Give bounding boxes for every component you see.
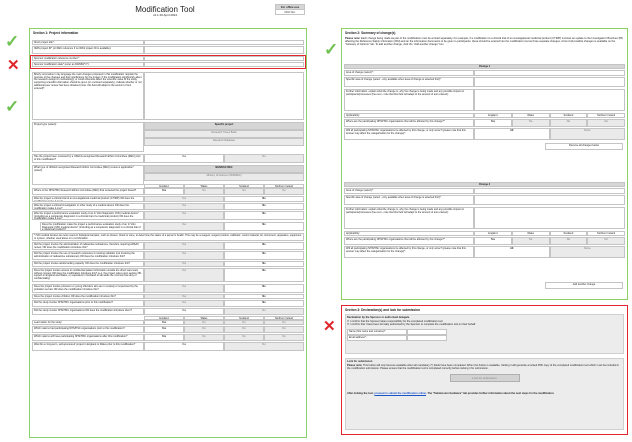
q-ivd-yes[interactable]: Yes	[144, 211, 224, 220]
nation-header2-1: Wales	[184, 316, 224, 320]
change-2-where	[344, 237, 625, 245]
cross-icon: ✕	[323, 318, 336, 335]
q-nhs-orgs-label: Did the study involve NHS/HSC organisations prior to this modification?	[32, 300, 144, 307]
declaration-1-text: I confirm that the Sponsor takes responsibility for the completed modification tool	[350, 320, 443, 324]
q-identifiable-no[interactable]: No	[224, 268, 304, 282]
change-2-where-2[interactable]: No	[550, 237, 588, 245]
change-2-further-label: Further information: explain what the change is, why the change is being made and any possible impact on participants/processes (free text - note that this field will adapt to the amount of text entered):	[344, 207, 474, 229]
section-declaration	[341, 305, 628, 435]
nation-header2-0: England	[144, 316, 184, 320]
q-nhs-new-no[interactable]: No	[224, 308, 304, 315]
ukeca-nhs-rec[interactable]: NHS/HSC REC	[144, 165, 304, 173]
change-1-further	[344, 89, 625, 111]
declaration-2-text: I confirm that I have been formally authorised by the Sponsor to complete the modification tool on their behalf	[350, 323, 476, 327]
q-exposures-no[interactable]: No	[224, 251, 304, 260]
lead-nation-nation-2[interactable]: No	[224, 188, 264, 195]
q-ctimp-no[interactable]: No	[224, 196, 304, 202]
q-nhs-orgs-yes[interactable]: Yes	[144, 300, 224, 307]
q-capacity-no[interactable]: No	[224, 261, 304, 267]
page-title: Modification Tool	[135, 5, 195, 14]
q-prisoners	[32, 284, 304, 293]
change-1-where-2[interactable]: No	[550, 119, 588, 127]
lock-note-text: This button will only become available when all mandatory (*) fields have been completed. When the button is available, clicking it will generate a locked PDF copy of the completed modification tool which must be included in the modification submission. Please ensure that the modification tool is completed correctly before locking it for submission.	[347, 364, 620, 371]
change-1-affected-some[interactable]: Some	[550, 128, 626, 140]
declaration-box	[345, 314, 624, 354]
q-prisoners-label: Does the project involve prisoners or young offenders who are in custody or supervised by the probation service OR does the modification introduce this?	[32, 284, 144, 293]
change-1-nation-2: Scotland	[550, 113, 588, 118]
change-1-where-0[interactable]: Yes	[474, 119, 512, 127]
q-radiation-yes[interactable]: Yes	[144, 242, 224, 250]
nation-header2-2: Scotland	[224, 316, 264, 320]
project-type-specific[interactable]: Specific project	[144, 122, 304, 130]
q-nations-before-nation-1[interactable]: No	[184, 326, 224, 333]
change-1-nation-0: England	[474, 113, 512, 118]
add-another-change-button[interactable]: Add another change	[545, 282, 623, 289]
change-1-specific-label: Specific area of change (select - only available when area of change is selected first)*:	[344, 77, 474, 87]
intro-text: Each change being made as part of the modification must be a listed separately. For example, if a modification to a clinical trial of an investigational medicinal product (CTIMP) involves an update to the Investigator's Brochure (IB) affecting the Reference Safety Information (RSI) and an the information documents to be given to participants, these should be entered into the modification tool as three separate changes. A list of all possible changes is available on the "Glossary of Options" tab. To add another change, click the "Add another change" box.	[345, 37, 623, 47]
title-block	[90, 5, 240, 18]
change-1-specific-select[interactable]	[474, 77, 625, 87]
ukeca-modrec[interactable]: Ministry of Defence (MODREC)	[144, 173, 304, 181]
change-1-nation-1: Wales	[512, 113, 550, 118]
change-1-specific	[344, 77, 625, 87]
q-nations-before-nation-0[interactable]: Yes	[144, 326, 184, 333]
change-2-heading: Change 2	[344, 182, 625, 187]
q-ivd-sub	[40, 222, 304, 231]
q-radiation-label: Did the project involve the administration of radioactive substances, therefore requiring ARSAC review, OR does the modification introduce this?	[32, 242, 144, 250]
q-ivd-sub-label: Does the modification make the project a performance evaluation study of an In Vitro Diagnostic (IVD) medical device* (including as a companion diagnostic in a clinical trial of a medicinal product)?	[40, 222, 144, 231]
q-ctimp-label: Was the project a clinical trial of an investigational medicinal product (CTIMP) OR does the modification make it one?	[32, 196, 144, 202]
reviewed-by-rec	[32, 154, 304, 163]
change-2-affected-all[interactable]: All	[474, 246, 550, 258]
q-ctimp-yes[interactable]: Yes	[144, 196, 224, 202]
ukeca-type	[32, 165, 304, 185]
email-input[interactable]	[407, 335, 447, 341]
change-1-applicability-label: Applicability:	[344, 113, 474, 118]
q-prisoners-yes[interactable]: Yes	[144, 284, 224, 293]
q-ivd-sub-yes[interactable]: Yes	[144, 222, 224, 231]
lead-nation-nation-3[interactable]: No	[264, 188, 304, 195]
lead-nation-nation-1[interactable]: No	[184, 188, 224, 195]
nation-header-1: Wales	[184, 184, 224, 188]
q-capacity-yes[interactable]: Yes	[144, 261, 224, 267]
change-2-affected-label: Will all participating NHS/HSC organisations be affected by this change, or only some? (please note that this answer may affect the categorisation for the change)*:	[344, 246, 474, 258]
q-radiation	[32, 242, 304, 250]
declaration-title: Declaration by the Sponsor or authorised delegate	[347, 316, 410, 319]
q-nhs-new	[32, 308, 304, 315]
change-2-area-label: Area of change (select)*:	[344, 188, 474, 194]
section-1-title: Section 1: Project information	[33, 31, 79, 35]
sponsor-fields-highlight	[30, 55, 306, 69]
q-device-no[interactable]: No	[224, 203, 304, 210]
q-ivd-label: Was the project a performance evaluation study of an In Vitro Diagnostic (IVD) medical device* (including as a companion diagnostic in a clinical trial of a medicinal product) OR does the modification make it one?	[32, 211, 144, 220]
section-2-intro	[345, 37, 624, 46]
remove-changes-button[interactable]: Remove all changes below	[545, 143, 623, 150]
q-ivd-no[interactable]: No	[224, 211, 304, 220]
change-2-where-3[interactable]: No	[587, 237, 625, 245]
iras-id-input[interactable]	[144, 46, 304, 54]
iras-id	[32, 46, 304, 54]
project-type	[32, 122, 304, 152]
lead-nation-2-nation-1[interactable]: No	[184, 320, 224, 325]
add-row	[545, 282, 623, 289]
change-1-area-select[interactable]	[474, 70, 625, 76]
q-radiation-no[interactable]: No	[224, 242, 304, 250]
declaration-item-1[interactable]: ☐ I confirm that the Sponsor takes responsibility for the completed modification tool	[347, 320, 443, 324]
summary-input[interactable]	[144, 72, 304, 120]
nation-header-2: Scotland	[224, 184, 264, 188]
change-1-heading: Change 1	[344, 64, 625, 69]
short-title	[32, 40, 304, 45]
q-capacity	[32, 261, 304, 267]
change-1-area-label: Area of change (select)*:	[344, 70, 474, 76]
q-ivd	[32, 211, 304, 220]
q-nations-after-nation-3[interactable]: No	[264, 334, 304, 341]
lead-nation-label: Where is the NHS/HSC Research Ethics Committee (REC) that reviewed the project based?	[32, 188, 144, 195]
q-long-term	[32, 342, 304, 351]
q-nations-after-nation-1[interactable]: No	[184, 334, 224, 341]
change-2-applicability-label: Applicability:	[344, 231, 474, 236]
q-nations-before-nation-2[interactable]: No	[224, 326, 264, 333]
reviewed-by-rec-yes[interactable]: Yes	[144, 154, 224, 163]
change-2-title	[344, 182, 625, 187]
lock-for-submission-button[interactable]: Lock for submission	[450, 374, 520, 382]
change-2-further-input[interactable]	[474, 207, 625, 229]
tick-icon: ✓	[5, 97, 20, 116]
q-device-label: Was the project a clinical investigation or other study of a medical device OR does the modification make it one?	[32, 203, 144, 210]
change-1-where-3[interactable]: No	[587, 119, 625, 127]
q-nations-before	[32, 326, 304, 333]
change-2-nation-2: Scotland	[550, 231, 588, 236]
office-use-box	[275, 4, 305, 15]
change-2-nation-1: Wales	[512, 231, 550, 236]
change-1-further-label: Further information: explain what the change is, why the change is being made and any possible impact on participants/processes (free text - note that this field will adapt to the amount of text entered):	[344, 89, 474, 111]
change-2-specific	[344, 195, 625, 205]
change-1-where-1[interactable]: No	[512, 119, 550, 127]
tick-icon: ✓	[5, 32, 20, 51]
section-2-title: Section 2: Summary of change(s)	[345, 31, 396, 35]
lead-nation-2-nation-3[interactable]: No	[264, 320, 304, 325]
q-nhs-orgs	[32, 300, 304, 307]
q-nhs-new-label: Did the study involve NHS/HSC organisations OR does the modification introduce them?	[32, 308, 144, 315]
q-children-no[interactable]: No	[224, 294, 304, 299]
change-2-further	[344, 207, 625, 229]
q-nhs-orgs-no[interactable]: No	[224, 300, 304, 307]
q-nations-after-label: Which nations will have participating NHS/HSC organisations after this modification?	[32, 334, 144, 341]
q-nations-after-nation-2[interactable]: No	[224, 334, 264, 341]
change-1-where	[344, 119, 625, 127]
project-type-database[interactable]: Research Database	[144, 138, 304, 146]
q-long-term-yes[interactable]: Yes	[144, 342, 224, 351]
ukeca-label: What type of UKECA-recognised Research Ethics Committee (REC) review is applicable? (select)	[32, 165, 144, 185]
nation-header-0: England	[144, 184, 184, 188]
change-2-area	[344, 188, 625, 194]
sponsor-ref-label: Sponsor modification reference number*:	[32, 56, 144, 61]
nation-header2-3: Northern Ireland	[264, 316, 304, 320]
ivd-note-text: * IVD medical devices are tests used on biological samples, such as tissues, blood or urine, to determine the status of a person's health. This may be a reagent, reagent product, calibrator, control material, kit, instrument, apparatus, equipment or system, whether used alone or in combination.	[32, 233, 304, 241]
short-title-input[interactable]	[144, 40, 304, 45]
office-use-label: For office use	[276, 5, 304, 9]
q-prisoners-no[interactable]: No	[224, 284, 304, 293]
short-title-label: Short project title*:	[32, 40, 144, 45]
q-capacity-label: Did the project involve adults lacking capacity OR does the modification introduce this?	[32, 261, 144, 267]
q-exposures-yes[interactable]: Yes	[144, 251, 224, 260]
email-label: Email address*:	[347, 335, 407, 341]
version-label: v2.1 29 April 2024	[152, 13, 178, 17]
lead-nation-2-nation-0[interactable]: Yes	[144, 320, 184, 325]
change-2-affected-some[interactable]: Some	[550, 246, 626, 258]
reviewed-by-rec-label: Has the project been reviewed by a UKECA-recognised Research Ethics Committee (REC) prior to this modification?	[32, 154, 144, 163]
q-identifiable-yes[interactable]: Yes	[144, 268, 224, 282]
change-2-applicability	[344, 231, 625, 236]
cross-icon: ✕	[7, 57, 20, 74]
summary-label: Briefly summarise in lay language the main changes proposed in this modification. Explain the purpose of the changes and their significance for the project. If the modification significantly alters the research design or methodology, or could otherwise affect the scientific value of the study, supporting scientific information should be given (or enclosed separately). Indicate whether or not additional peer review has been obtained (note: this field will adapt to the amount of text entered)*:	[32, 72, 144, 120]
q-nations-before-label: Which nations had participating NHS/HSC organisations prior to this modification?	[32, 326, 144, 333]
occ-number: OCC No.	[276, 9, 304, 14]
q-long-term-label: Was this a 'long-term, self-sponsored' project in England or Wales prior to this modification?	[32, 342, 144, 351]
q-device-yes[interactable]: Yes	[144, 203, 224, 210]
change-1-affected-label: Will all participating NHS/HSC organisations be affected by this change, or only some? (please note that this answer may affect the categorisation for the change)*:	[344, 128, 474, 140]
change-1-where-label: Where are the participating NHS/HSC organisations that will be affected by this change?*	[344, 119, 474, 127]
change-1-affected-all[interactable]: All	[474, 128, 550, 140]
change-2-nation-3: Northern Ireland	[587, 231, 625, 236]
iras-id-label: IRAS project ID* (or REC reference if no IRAS project ID is available):	[32, 46, 144, 54]
q-exposures-label: Did the project involve the use of research exposures to ionising radiation (not involving the administration of radioactive substances) OR does the modification introduce this?	[32, 251, 144, 260]
change-2-where-label: Where are the participating NHS/HSC organisations that will be affected by this change?*	[344, 237, 474, 245]
tick-icon: ✓	[324, 40, 339, 59]
q-exposures	[32, 251, 304, 260]
lead-nation	[32, 188, 304, 195]
change-2-where-0[interactable]: Yes	[474, 237, 512, 245]
submit-online-link[interactable]: proceed to submit the modification online	[374, 392, 426, 396]
change-2-area-select[interactable]	[474, 188, 625, 194]
change-1-area	[344, 70, 625, 76]
change-1-further-input[interactable]	[474, 89, 625, 111]
ukeca-options	[144, 165, 304, 185]
change-2-nation-0: England	[474, 231, 512, 236]
section-3-title: Section 3: Declaration(s) and lock for submission	[345, 308, 420, 312]
change-1-affected	[344, 128, 625, 140]
lock-box	[345, 358, 624, 430]
change-2-where-1[interactable]: No	[512, 237, 550, 245]
after-lock-2: . The "Submission Guidance" tab provides further information about the next steps for the modification.	[426, 392, 555, 396]
change-2-affected	[344, 246, 625, 258]
intro-note-label: Please note:	[345, 37, 361, 40]
lock-title: Lock for submission	[347, 360, 373, 363]
project-type-label: Project type (select):	[32, 122, 144, 152]
nation-header-3: Northern Ireland	[264, 184, 304, 188]
reviewed-by-rec-no[interactable]: No	[224, 154, 304, 163]
lead-nation-2-nation-2[interactable]: No	[224, 320, 264, 325]
declaration-item-2[interactable]: ☐ I confirm that I have been formally authorised by the Sponsor to complete the modification tool on their behalf	[347, 323, 476, 327]
change-1-applicability	[344, 113, 625, 118]
lock-note-label: Please note:	[347, 364, 363, 368]
ivd-note	[32, 233, 304, 241]
change-1-title	[344, 64, 625, 69]
q-identifiable	[32, 268, 304, 282]
q-nations-after-nation-0[interactable]: Yes	[144, 334, 184, 341]
project-type-tissue-bank[interactable]: Research Tissue Bank	[144, 130, 304, 138]
q-children	[32, 294, 304, 299]
lead-nation-2-label: Lead nation for the study:	[32, 320, 144, 325]
q-nations-before-nation-3[interactable]: No	[264, 326, 304, 333]
q-children-label: Does the project involve children OR does the modification introduce this?	[32, 294, 144, 299]
q-nhs-new-yes[interactable]: Yes	[144, 308, 224, 315]
change-2-specific-label: Specific area of change (select - only available when area of change is selected first)*:	[344, 195, 474, 205]
summary	[32, 72, 304, 120]
lead-nation-2	[32, 320, 304, 325]
lock-note	[347, 364, 622, 370]
project-type-options	[144, 122, 304, 152]
q-ctimp	[32, 196, 304, 202]
name-label: Name (first name and surname)*:	[347, 329, 407, 335]
q-nations-after	[32, 334, 304, 341]
q-ivd-sub-no[interactable]: No	[224, 222, 304, 231]
lead-nation-nation-0[interactable]: Yes	[144, 188, 184, 195]
q-children-yes[interactable]: Yes	[144, 294, 224, 299]
change-2-specific-select[interactable]	[474, 195, 625, 205]
q-identifiable-label: Does the project involve access to confidential patient information outside the direct care team without consent OR does the modification introduce this? (e.g. the project relies upon section 251 support in England and Wales, or equivalent in Scotland to set aside the common law duty of confidentiality)	[32, 268, 144, 282]
change-1-nation-3: Northern Ireland	[587, 113, 625, 118]
q-long-term-no[interactable]: No	[224, 342, 304, 351]
remove-row	[545, 143, 623, 150]
after-lock-text	[347, 392, 622, 395]
after-lock-1: After locking the tool,	[347, 392, 374, 396]
sponsor-date-label: Sponsor modification date* (enter as DD/MM/YY):	[32, 62, 144, 67]
q-device	[32, 203, 304, 210]
